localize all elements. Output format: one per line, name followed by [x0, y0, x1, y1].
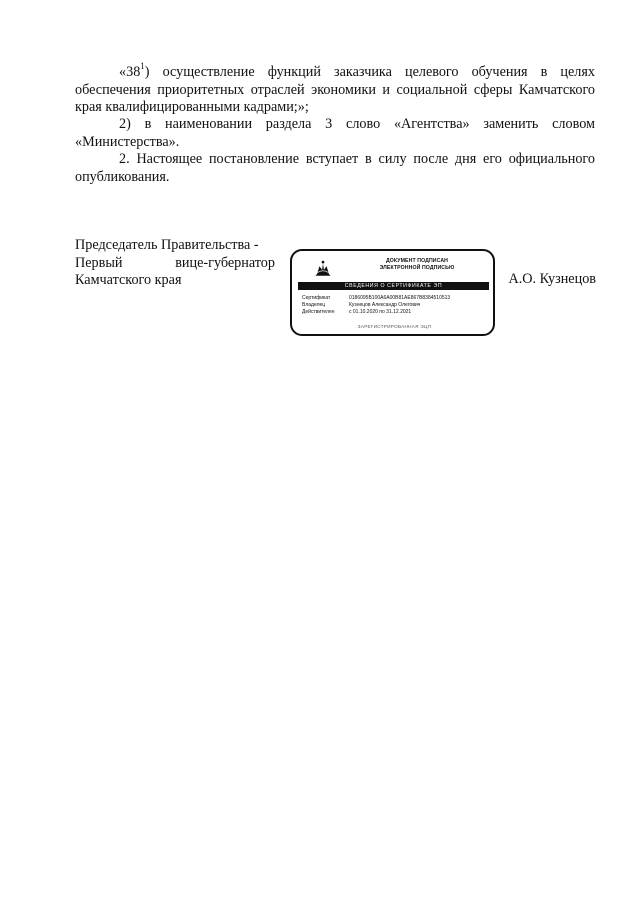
signer-title-line-2: [75, 255, 275, 273]
stamp-row-label: Владелец: [302, 302, 326, 308]
stamp-row-certificate: [302, 295, 492, 302]
superscript-index: 1: [140, 61, 145, 72]
paragraph-section-rename: 2) в наименовании раздела 3 слово «Агентства» заменить словом «Министерства».: [75, 116, 595, 150]
signer-title-line-3: Камчатского края: [75, 272, 182, 289]
stamp-header-line-1: ДОКУМЕНТ ПОДПИСАН: [385, 258, 449, 264]
paragraph-effective-date: 2. Настоящее постановление вступает в силу после дня его официального опубликования.: [75, 151, 595, 185]
stamp-details: [302, 295, 492, 316]
signer-title-line-2-right: вице-губернатор: [175, 254, 275, 271]
signer-title-line-1: Председатель Правительства -: [75, 237, 259, 253]
signer-title-line-2-left: Первый: [75, 254, 123, 271]
stamp-row-value: 0186095B100A6A00B81AE867B8384510513: [349, 295, 451, 301]
stamp-row-value: Кузнецов Александр Олегович: [349, 302, 421, 308]
stamp-header: [352, 258, 482, 272]
stamp-row-validity: [302, 309, 492, 316]
paragraph-text: ) осуществление функций заказчика целевого обучения в целях обеспечения приоритетных отраслей экономики и социальной сферы Камчатского края квалифицированными кадрами;»;: [75, 64, 595, 116]
paragraph-prefix: «38: [119, 64, 141, 80]
signer-title: [75, 237, 275, 290]
stamp-row-owner: [302, 302, 492, 309]
stamp-certificate-bar: СВЕДЕНИЯ О СЕРТИФИКАТЕ ЭП: [298, 282, 489, 290]
signer-name: А.О. Кузнецов: [508, 271, 596, 287]
coat-of-arms-icon: [314, 259, 332, 277]
paragraph-item-38-1: [75, 61, 595, 117]
stamp-row-value: с 01.10.2020 по 31.12.2021: [349, 309, 412, 315]
stamp-row-label: Сертификат: [302, 295, 331, 301]
stamp-footnote: ЗАРЕГИСТРИРОВАННАЯ ЭЦП: [357, 324, 432, 329]
stamp-header-line-2: ЭЛЕКТРОННОЙ ПОДПИСЬЮ: [379, 265, 455, 271]
stamp-row-label: Действителен: [302, 309, 335, 315]
electronic-signature-stamp: [290, 249, 495, 336]
